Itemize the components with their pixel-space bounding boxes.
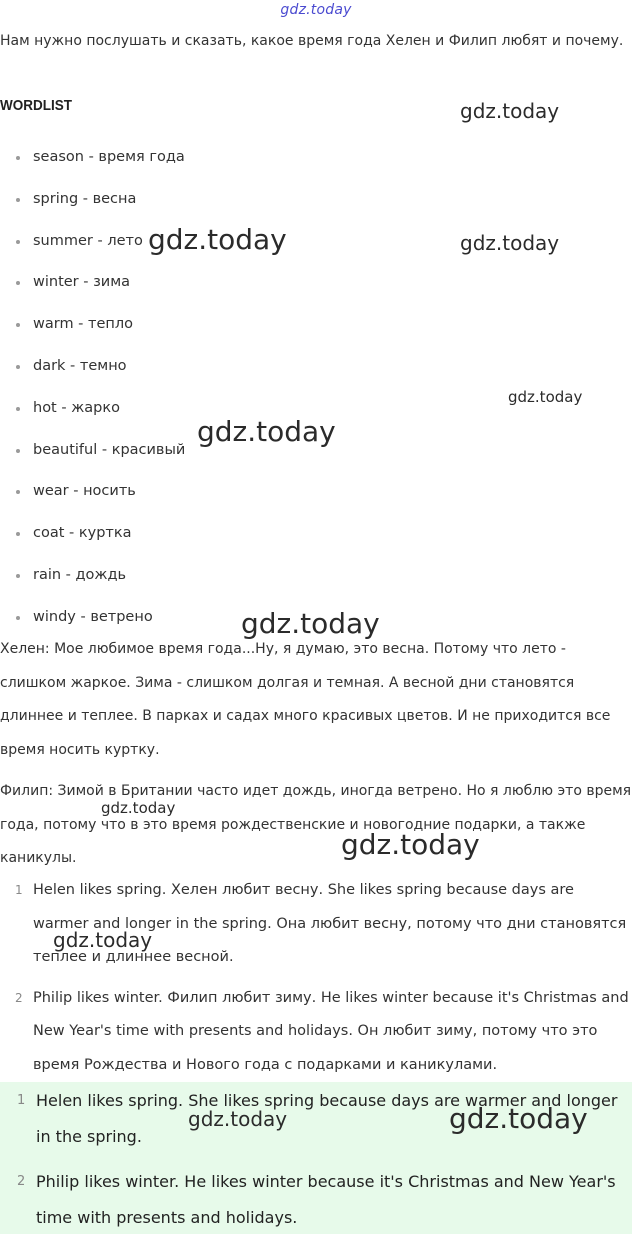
bullet-icon (16, 532, 20, 536)
list-item: windy - ветрено (0, 597, 185, 639)
list-item: spring - весна (0, 179, 185, 221)
bullet-icon (16, 156, 20, 160)
final-answer-list (0, 1083, 632, 1245)
watermark: gdz.today (188, 1107, 288, 1131)
item-number: 1 (17, 1093, 26, 1108)
answer-text: Philip likes winter. Филип любит зиму. He likes winter because it's Christmas and New Year's time with presents and holidays. Он любит зиму, потому что это время Рождества и Нового года с подарками и каникулами. (33, 989, 629, 1073)
watermark: gdz.today (53, 928, 153, 952)
answer-text: Helen likes spring. She likes spring because days are warmer and longer in the spring. (36, 1091, 618, 1146)
watermark: gdz.today (241, 607, 380, 640)
intro-text: Нам нужно послушать и сказать, какое время года Хелен и Филип любят и почему. (0, 33, 624, 49)
bullet-icon (16, 240, 20, 244)
bullet-icon (16, 323, 20, 327)
list-item (0, 1164, 632, 1236)
watermark: gdz.today (508, 388, 583, 406)
watermark: gdz.today (460, 99, 560, 123)
watermark: gdz.today (460, 231, 560, 255)
wordlist-title: WORDLIST (0, 97, 72, 114)
answer-text: Helen likes spring. Хелен любит весну. She likes spring because days are warmer and longer in the spring. Она любит весну, потому что дни становятся теплее и длиннее весной. (33, 882, 627, 965)
answer-text: Philip likes winter. He likes winter because it's Christmas and New Year's time with presents and holidays. (36, 1172, 616, 1227)
list-item: hot - жарко (0, 388, 185, 430)
list-item: coat - куртка (0, 513, 185, 555)
list-item: rain - дождь (0, 555, 185, 597)
bullet-icon (16, 281, 20, 285)
bullet-icon (16, 365, 20, 369)
watermark: gdz.today (101, 799, 176, 817)
list-item: summer - лето (0, 221, 185, 263)
philip-transcript: Филип: Зимой в Британии часто идет дождь, иногда ветрено. Но я люблю это время года, потому что в это время рождественские и новогодние подарки, а также каникулы. (0, 783, 632, 866)
watermark: gdz.today (197, 415, 336, 448)
list-item (0, 874, 632, 975)
bullet-icon (16, 198, 20, 202)
list-item: dark - темно (0, 346, 185, 388)
list-item: season - время года (0, 137, 185, 179)
item-number: 1 (15, 883, 23, 897)
bullet-icon (16, 616, 20, 620)
wordlist (0, 137, 185, 639)
watermark: gdz.today (341, 828, 480, 861)
watermark: gdz.today (449, 1102, 588, 1135)
watermark: gdz.today (148, 223, 287, 256)
answer-list (0, 874, 632, 1082)
list-item (0, 1083, 632, 1155)
list-item: wear - носить (0, 471, 185, 513)
bullet-icon (16, 407, 20, 411)
bullet-icon (16, 449, 20, 453)
list-item: winter - зима (0, 262, 185, 304)
helen-transcript: Хелен: Мое любимое время года...Ну, я думаю, это весна. Потому что лето - слишком жаркое. Зима - слишком долгая и темная. А весной дни становятся длиннее и теплее. В парках и садах много красивых цветов. И не приходится все время носить куртку. (0, 641, 611, 758)
site-logo[interactable]: gdz.today (280, 2, 352, 18)
item-number: 2 (15, 990, 23, 1005)
bullet-icon (16, 574, 20, 578)
list-item: warm - тепло (0, 304, 185, 346)
item-number: 2 (17, 1174, 26, 1189)
bullet-icon (16, 490, 20, 494)
list-item (0, 982, 632, 1083)
list-item: beautiful - красивый (0, 430, 185, 472)
